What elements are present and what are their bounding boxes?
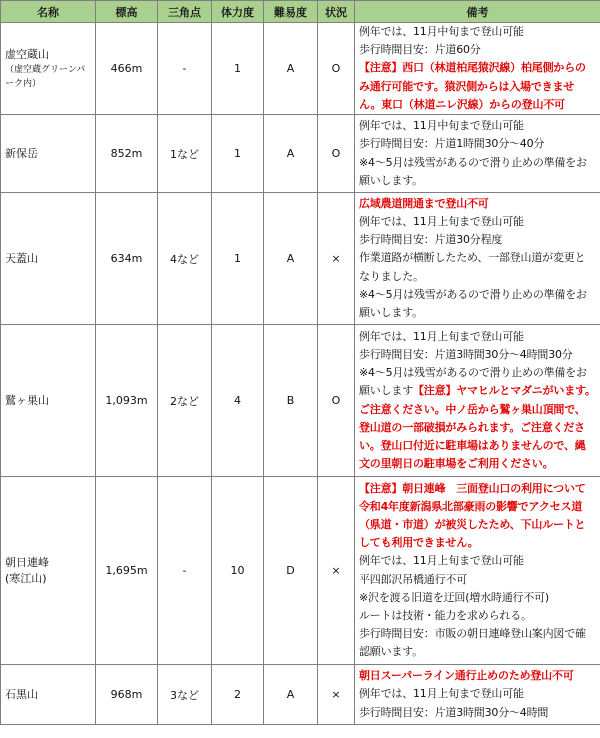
table-row [1,193,600,325]
triangulation-cell: 4など [158,193,212,325]
notes-warning: 【注意】西口（林道柏尾猿沢線）柏尾側からのみ通行可能です。猿沢側からは入場できません。東口（林道ニレ沢線）からの登山不可 [359,61,586,111]
notes-line: ※4～5月は残雪があるので滑り止めの準備をお願いします。 [359,287,587,320]
notes-cell [355,193,600,325]
difficulty-cell: B [264,325,318,477]
mountain-name: 天蓋山 [5,251,38,265]
mountain-name-cell [1,665,96,725]
notes-warning: 広域農道開通まで登山不可 [359,196,489,210]
status-cell: × [318,665,355,725]
stamina-cell: 2 [212,665,264,725]
difficulty-cell: D [264,477,318,665]
difficulty-cell: A [264,665,318,725]
notes-cell [355,477,600,665]
stamina-cell: 10 [212,477,264,665]
header-notes: 備考 [355,1,600,23]
notes-line: 歩行時間目安：片道3時間30分～4時間 [359,705,549,719]
notes-line: ※4～5月は残雪があるので滑り止めの準備をお願いします [359,366,587,398]
mountain-name: 新保岳 [5,146,38,160]
mountain-name: 石黒山 [5,687,38,701]
elevation-cell: 852m [96,115,158,193]
notes-warning: 朝日スーパーライン通行止めのため登山不可 [359,669,574,683]
status-cell: O [318,325,355,477]
header-status: 状況 [318,1,355,23]
notes-line: 作業道路が横断したため、一部登山道が変更となりました。 [359,251,586,283]
status-cell: O [318,115,355,193]
difficulty-cell: A [264,193,318,325]
stamina-cell: 1 [212,115,264,193]
elevation-cell: 466m [96,23,158,115]
triangulation-cell: - [158,477,212,665]
header-stamina: 体力度 [212,1,264,23]
notes-cell [355,115,600,193]
notes-line: 歩行時間目安：片道30分程度 [359,233,503,247]
status-cell: O [318,23,355,115]
notes-line: 例年では、11月上旬まで登山可能 [359,687,524,701]
table-row [1,477,600,665]
mountain-name-cell [1,23,96,115]
triangulation-cell: 2など [158,325,212,477]
status-cell: × [318,193,355,325]
elevation-cell: 1,093m [96,325,158,477]
notes-line: 歩行時間目安：片道1時間30分～40分 [359,137,545,151]
difficulty-cell: A [264,23,318,115]
notes-line: 例年では、11月上旬まで登山可能 [359,554,524,568]
notes-line: 例年では、11月上旬まで登山可能 [359,329,524,343]
header-row [1,1,600,23]
stamina-cell: 1 [212,193,264,325]
difficulty-cell: A [264,115,318,193]
table-row [1,115,600,193]
triangulation-cell: 3など [158,665,212,725]
notes-line: 例年では、11月中旬まで登山可能 [359,25,524,38]
table-row [1,665,600,725]
elevation-cell: 968m [96,665,158,725]
triangulation-cell: - [158,23,212,115]
header-triangulation: 三角点 [158,1,212,23]
notes-line: ※沢を渡る旧道を迂回(増水時通行不可) [359,590,549,604]
triangulation-cell: 1など [158,115,212,193]
notes-line: 歩行時間目安：片道60分 [359,43,481,57]
notes-line: 歩行時間目安：片道3時間30分～4時間30分 [359,347,573,361]
notes-line: 例年では、11月中旬まで登山可能 [359,119,524,133]
notes-line: 例年では、11月上旬まで登山可能 [359,215,524,228]
header-difficulty: 難易度 [264,1,318,23]
notes-warning: 【注意】ヤマヒルとマダニがいます。ご注意ください。中ノ岳から鷲ヶ巣山頂間で、登山道の一部破損がみられます。ご注意ください。登山口付近に駐車場はありませんので、縄文の里朝日の駐車場をご利用ください。 [359,384,596,471]
mountain-name-cell [1,325,96,477]
notes-cell [355,325,600,477]
notes-line: 歩行時間目安：市販の朝日連峰登山案内図で確認願います。 [359,627,586,659]
table-row [1,325,600,477]
mountain-name: 虚空蔵山 [5,47,49,61]
notes-line: ※4～5月は残雪があるので滑り止めの準備をお願いします。 [359,155,587,187]
header-elevation: 標高 [96,1,158,23]
mountain-name-cell [1,115,96,193]
stamina-cell: 1 [212,23,264,115]
elevation-cell: 1,695m [96,477,158,665]
mountain-name: 鷲ヶ巣山 [5,393,49,407]
mountain-name: 朝日連峰 [5,555,49,569]
notes-line: ルートは技術・能力を求められる。 [359,608,532,622]
notes-warning: 【注意】朝日連峰 三面登山口の利用について令和4年度新潟県北部豪雨の影響でアクセス道（県道・市道）が被災したため、下山ルートとしても利用できません。 [359,481,586,550]
notes-line: 平四郎沢吊橋通行不可 [359,572,467,586]
status-cell: × [318,477,355,665]
notes-cell [355,665,600,725]
stamina-cell: 4 [212,325,264,477]
table-row [1,23,600,115]
elevation-cell: 634m [96,193,158,325]
header-name: 名称 [1,1,96,23]
mountain-name-cell [1,477,96,665]
mountain-name-sub: (寒江山) [5,571,47,585]
mountain-name-sub: （虚空蔵グリーンパーク内） [5,64,86,89]
notes-cell [355,23,600,115]
mountain-name-cell [1,193,96,325]
